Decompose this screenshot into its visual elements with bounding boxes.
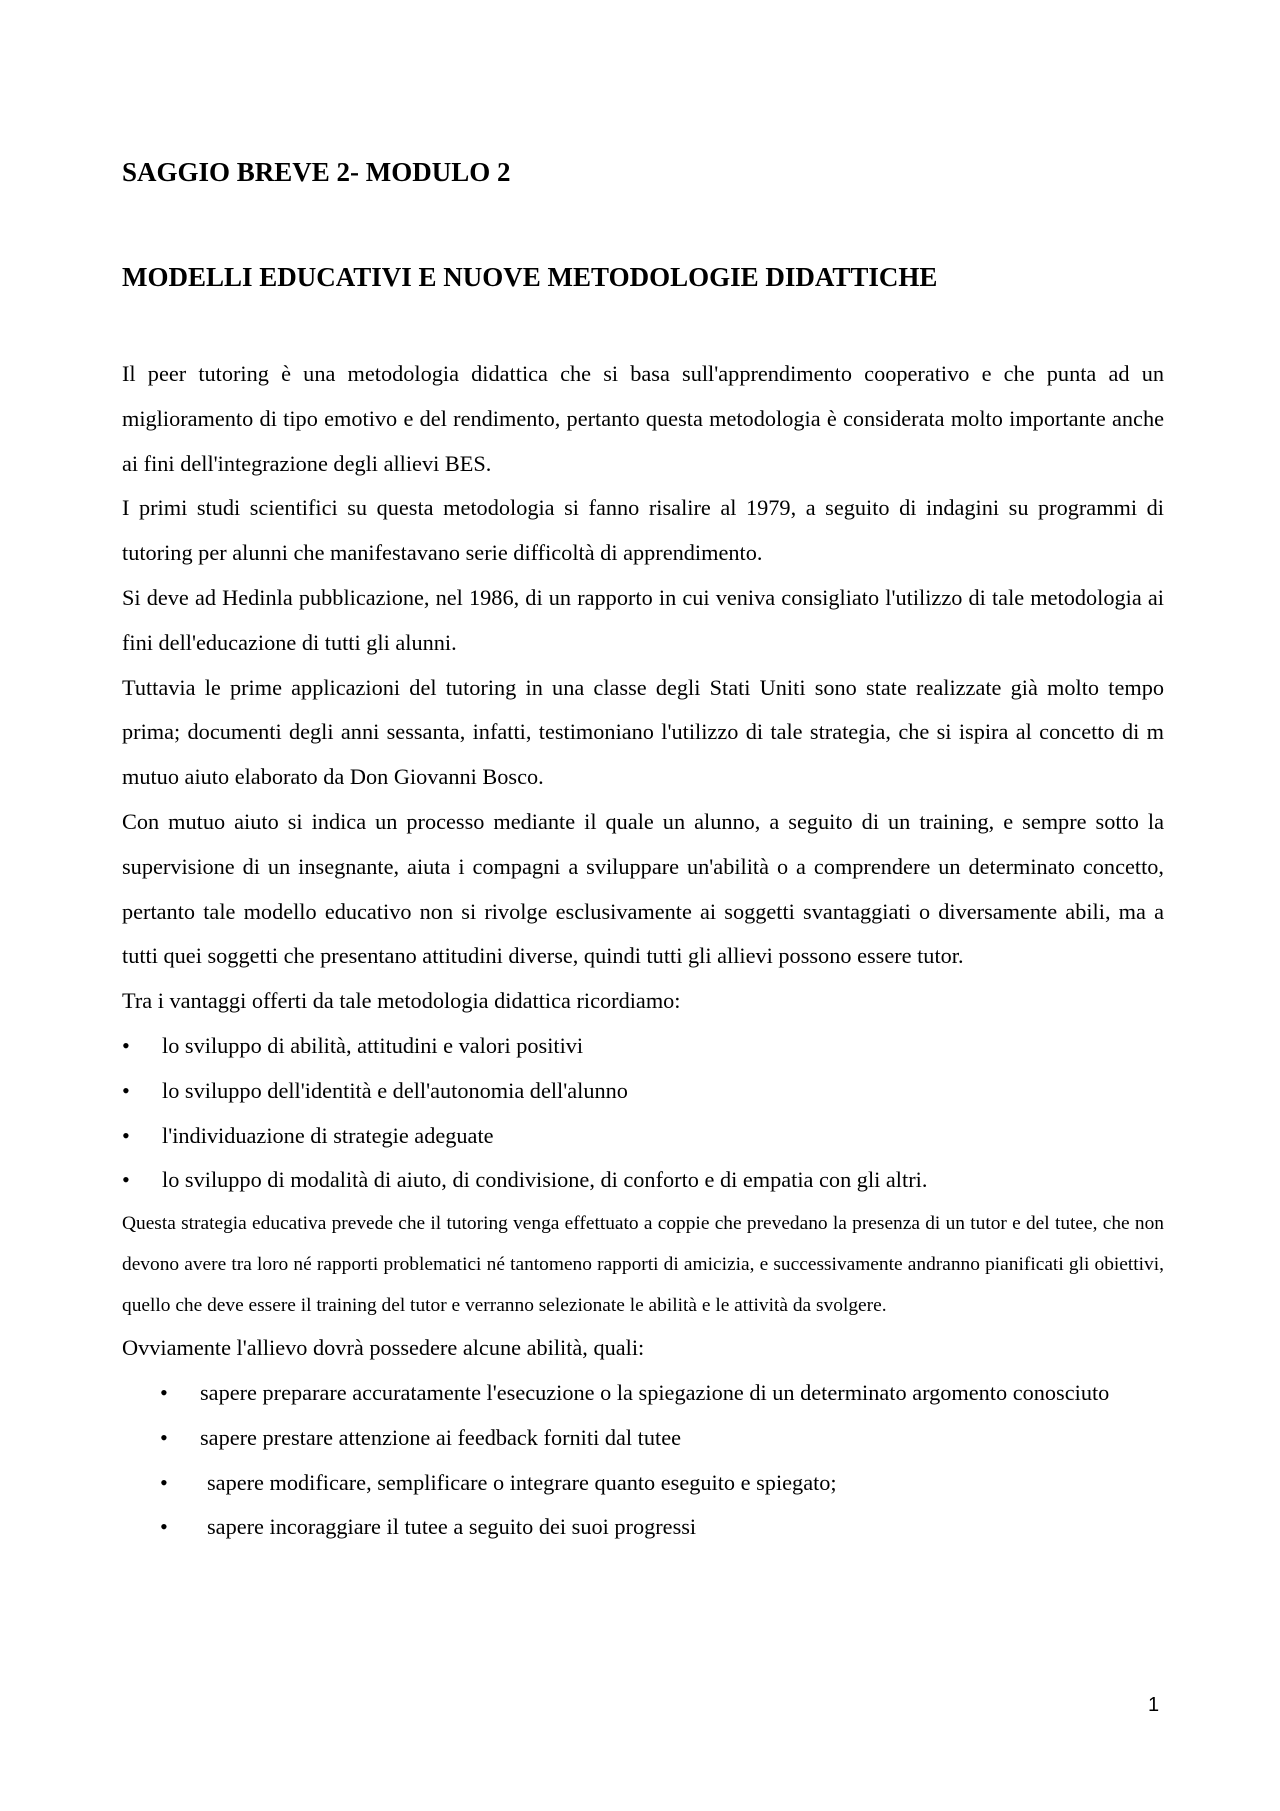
list-item: • l'individuazione di strategie adeguate bbox=[122, 1114, 1164, 1159]
paragraph: Con mutuo aiuto si indica un processo mediante il quale un alunno, a seguito di un training, e sempre sotto la supervisione di un insegnante, aiuta i compagni a sviluppare un'abilità o a comprendere un determinato concetto, pertanto tale modello educativo non si rivolge esclusivamente ai soggetti svantaggiati o diversamente abili, ma a tutti quei soggetti che presentano attitudini diverse, quindi tutti gli allievi possono essere tutor. bbox=[122, 808, 1164, 969]
paragraph: Il peer tutoring è una metodologia didattica che si basa sull'apprendimento cooperativo e che punta ad un miglioramento di tipo emotivo e del rendimento, pertanto questa metodologia è considerata molto importante anche ai fini dell'integrazione degli allievi BES. bbox=[122, 361, 1164, 476]
list-item: • lo sviluppo dell'identità e dell'autonomia dell'alunno bbox=[122, 1069, 1164, 1114]
list-item: • sapere preparare accuratamente l'esecuzione o la spiegazione di un determinato argomento conosciuto bbox=[122, 1371, 1164, 1416]
document-subtitle: MODELLI EDUCATIVI E NUOVE METODOLOGIE DIDATTICHE bbox=[122, 262, 938, 292]
document-title: SAGGIO BREVE 2- MODULO 2 bbox=[122, 157, 511, 187]
list-item: • lo sviluppo di abilità, attitudini e valori positivi bbox=[122, 1024, 1164, 1069]
advantages-list bbox=[122, 1024, 1164, 1203]
paragraph: I primi studi scientifici su questa metodologia si fanno risalire al 1979, a seguito di indagini su programmi di tutoring per alunni che manifestavano serie difficoltà di apprendimento. bbox=[122, 495, 1164, 566]
paragraph-strategy: Questa strategia educativa prevede che il tutoring venga effettuato a coppie che prevedano la presenza di un tutor e del tutee, che non devono avere tra loro né rapporti problematici né tantomeno rapporti di amicizia, e successivamente andranno pianificati gli obiettivi, quello che deve essere il training del tutor e verranno selezionate le abilità e le attività da svolgere. bbox=[122, 1213, 1164, 1317]
paragraph: Tra i vantaggi offerti da tale metodologia didattica ricordiamo: bbox=[122, 988, 681, 1014]
paragraph: Si deve ad Hedinla pubblicazione, nel 1986, di un rapporto in cui veniva consigliato l'utilizzo di tale metodologia ai fini dell'educazione di tutti gli alunni. bbox=[122, 584, 1164, 655]
list-item: • sapere prestare attenzione ai feedback forniti dal tutee bbox=[122, 1416, 1164, 1461]
list-item: • lo sviluppo di modalità di aiuto, di condivisione, di conforto e di empatia con gli altri. bbox=[122, 1158, 1164, 1203]
document-body bbox=[122, 352, 1164, 1550]
list-item: • sapere modificare, semplificare o integrare quanto eseguito e spiegato; bbox=[122, 1461, 1164, 1506]
paragraph: Tuttavia le prime applicazioni del tutoring in una classe degli Stati Uniti sono state realizzate già molto tempo prima; documenti degli anni sessanta, infatti, testimoniano l'utilizzo di tale strategia, che si ispira al concetto di m mutuo aiuto elaborato da Don Giovanni Bosco. bbox=[122, 674, 1164, 790]
page-number: 1 bbox=[1148, 1694, 1160, 1716]
skills-list bbox=[122, 1371, 1164, 1550]
paragraph: Ovviamente l'allievo dovrà possedere alcune abilità, quali: bbox=[122, 1335, 645, 1361]
list-item: • sapere incoraggiare il tutee a seguito dei suoi progressi bbox=[122, 1505, 1164, 1550]
